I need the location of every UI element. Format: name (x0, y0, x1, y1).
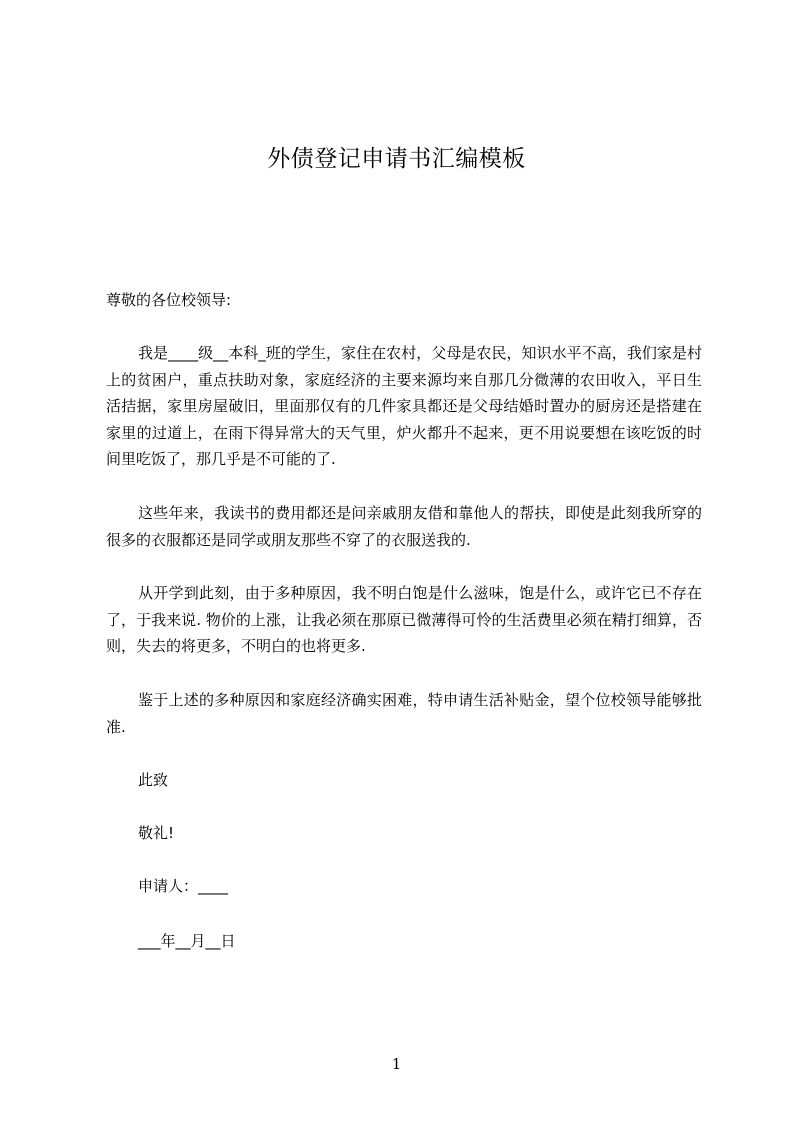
applicant-line: 申请人：____ (138, 877, 229, 895)
paragraph-3: 从开学到此刻，由于多种原因，我不明白饱是什么滋味，饱是什么，或许它已不存在了，于我来说. 物价的上涨，让我必须在那原已微薄得可怜的生活费里必须在精打细算，否则，失去的将更多，不明白的也将更多. (106, 584, 702, 655)
date-line: ___年__月__日 (138, 932, 236, 950)
paragraph-4: 鉴于上述的多种原因和家庭经济确实困难，特申请生活补贴金，望个位校领导能够批准. (106, 691, 702, 736)
page-title: 外债登记申请书汇编模板 (267, 146, 526, 172)
salutation: 尊敬的各位校领导: (106, 291, 232, 309)
closing-jingli: 敬礼! (138, 824, 175, 842)
paragraph-1: 我是____级__本科_班的学生，家住在农村，父母是农民，知识水平不高，我们家是村上的贫困户，重点扶助对象，家庭经济的主要来源均来自那几分微薄的农田收入，平日生活拮据，家里房屋破旧，里面那仅有的几件家具都还是父母结婚时置办的厨房还是搭建在家里的过道上，在雨下得异常大的天气里，炉火都升不起来，更不用说要想在该吃饭的时间里吃饭了，那几乎是不可能的了. (106, 344, 702, 468)
page-number: 1 (391, 1055, 402, 1073)
paragraph-2: 这些年来，我读书的费用都还是问亲戚朋友借和靠他人的帮扶，即使是此刻我所穿的很多的衣服都还是同学或朋友那些不穿了的衣服送我的. (106, 504, 702, 549)
closing-cizhi: 此致 (138, 771, 169, 789)
